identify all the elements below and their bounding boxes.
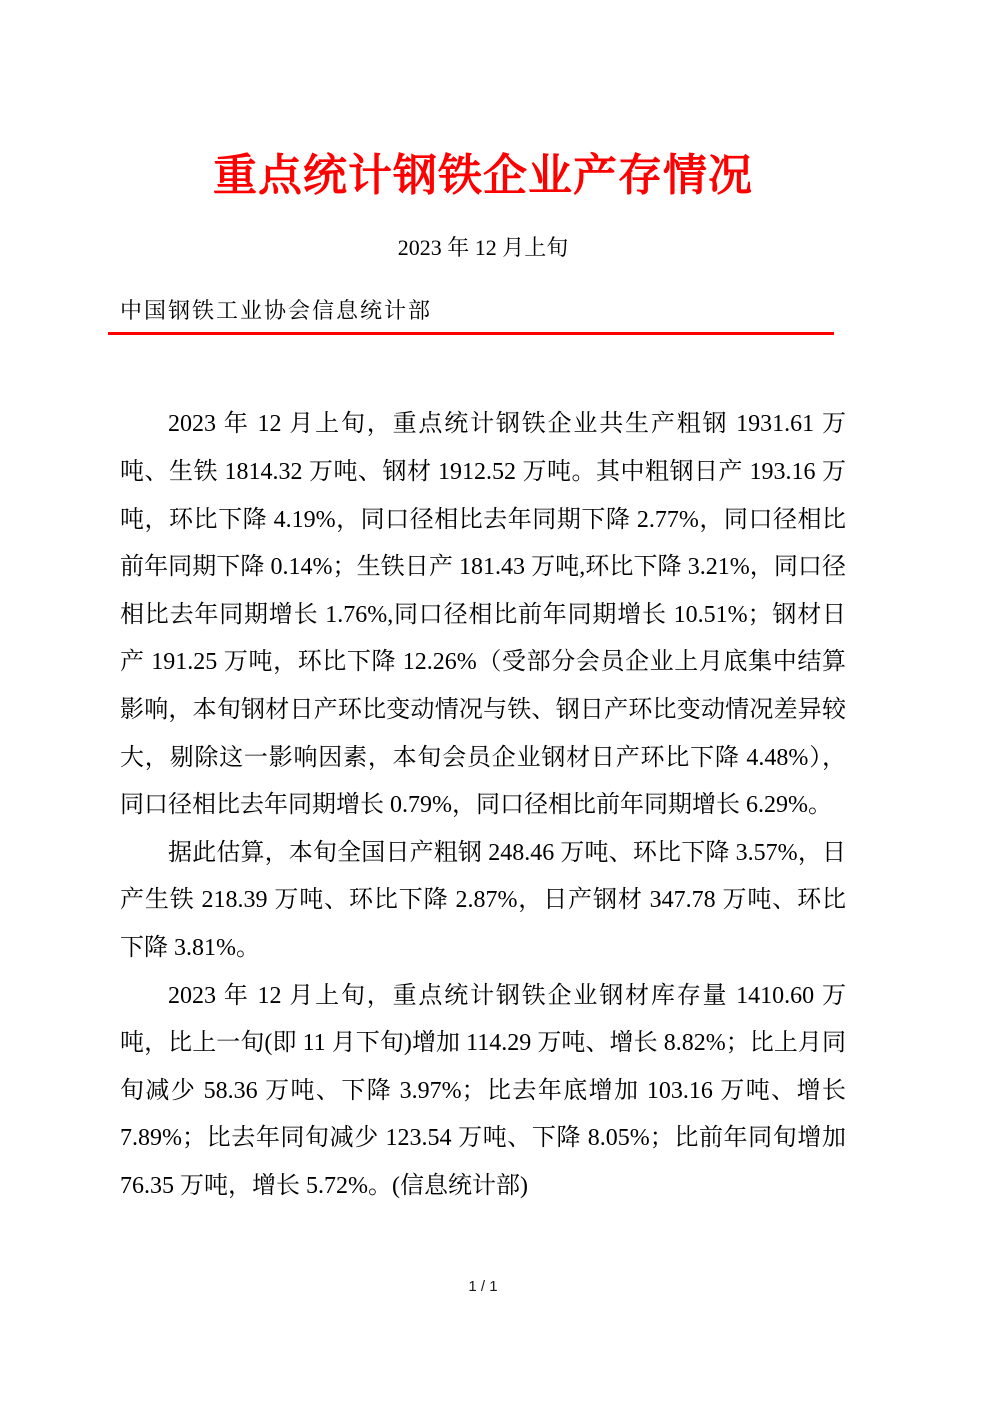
body-paragraph-inventory: 2023 年 12 月上旬，重点统计钢铁企业钢材库存量 1410.60 万吨，比上一旬(即 11 月下旬)增加 114.29 万吨、增长 8.82%；比上月同旬减少 58.36 万吨、下降 3.97%；比去年底增加 103.16 万吨、增长 7.89%；比去年同旬减少 123.54 万吨、下降 8.05%；比前年同旬增加 76.35 万吨，增长 5.72%。(信息统计部) [120,982,846,1199]
body-paragraph-production: 2023 年 12 月上旬，重点统计钢铁企业共生产粗钢 1931.61 万吨、生铁 1814.32 万吨、钢材 1912.52 万吨。其中粗钢日产 193.16 万吨，环比下降 4.19%，同口径相比去年同期下降 2.77%，同口径相比前年同期下降 0.14%；生铁日产 181.43 万吨,环比下降 3.21%，同口径相比去年同期增长 1.76%,同口径相比前年同期增长 10.51%；钢材日产 191.25 万吨，环比下降 12.26%（受部分会员企业上月底集中结算影响，本旬钢材日产环比变动情况与铁、钢日产环比变动情况差异较大，剔除这一影响因素，本旬会员企业钢材日产环比下降 4.48%），同口径相比去年同期增长 0.79%，同口径相比前年同期增长 6.29%。 [120,411,846,819]
document-title: 重点统计钢铁企业产存情况 [213,151,753,200]
document-body [120,401,846,1210]
page-number: 1 / 1 [468,1278,498,1295]
document-content [120,0,846,1210]
byline-red-rule [108,294,834,335]
body-paragraph-national-estimate: 据此估算，本旬全国日产粗钢 248.46 万吨、环比下降 3.57%，日产生铁 218.39 万吨、环比下降 2.87%，日产钢材 347.78 万吨、环比下降 3.81%。 [120,839,846,961]
byline: 中国钢铁工业协会信息统计部 [120,298,433,324]
document-subtitle: 2023 年 12 月上旬 [397,234,569,260]
